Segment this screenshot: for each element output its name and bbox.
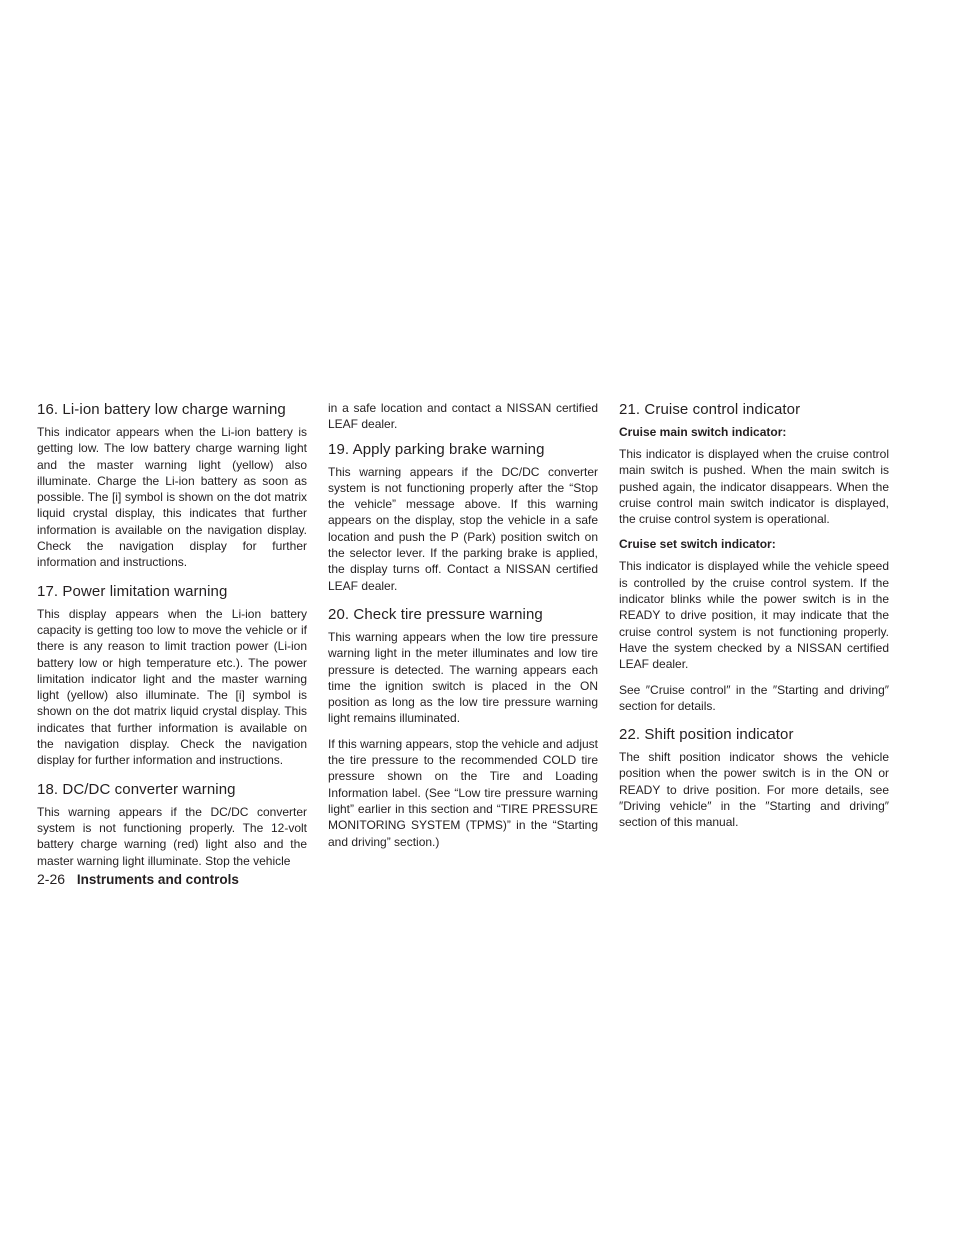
section-22 <box>619 725 889 830</box>
section-19 <box>328 440 598 594</box>
section-16-paragraph: This indicator appears when the Li-ion battery is getting low. The low battery charge warning light and the master warning light (yellow) also illuminate. Charge the Li-ion battery as soon as possible. The [i] symbol is shown on the dot matrix liquid crystal display, this indicates that further information is available on the navigation display. Check the navigation display for further information and instructions. <box>37 425 307 570</box>
section-16-heading: 16. Li-ion battery low charge warning <box>37 401 286 418</box>
section-20-paragraph-2: If this warning appears, stop the vehicle and adjust the tire pressure to the recommended COLD tire pressure shown on the Tire and Loading Information label. (See “Low tire pressure warning light” earlier in this section and “TIRE PRESSURE MONITORING SYSTEM (TPMS)” in the “Starting and driving” section.) <box>328 736 598 849</box>
section-20-paragraph-1: This warning appears when the low tire pressure warning light in the meter illuminates and low tire pressure is detected. The warning appears each time the ignition switch is placed in the ON position as long as the low tire pressure warning light remains illuminated. <box>328 629 598 726</box>
section-21-paragraph-1: This indicator is displayed when the cruise control main switch is pushed. When the main switch is pushed again, the indicator disappears. When the cruise control main switch indicator is displayed, the cruise control system is operational. <box>619 447 889 527</box>
section-16 <box>37 400 307 571</box>
section-18-paragraph: This warning appears if the DC/DC converter system is not functioning properly. The 12-volt battery charge warning (red) light also and the master warning light illuminate. Stop the vehicle <box>37 804 307 868</box>
section-19-paragraph: This warning appears if the DC/DC converter system is not functioning properly after the “Stop the vehicle” message above. If this warning appears on the display, stop the vehicle in a safe location and push the P (Park) position switch on the selector lever. If the parking brake is applied, the display turns off. Contact a NISSAN certified LEAF dealer. <box>328 464 598 593</box>
section-18 <box>37 780 307 869</box>
section-22-heading: 22. Shift position indicator <box>619 726 794 744</box>
cruise-set-switch-subheading: Cruise set switch indicator: <box>619 537 776 552</box>
section-21-paragraph-3: See ″Cruise control″ in the ″Starting and driving″ section for details. <box>619 682 889 713</box>
section-20 <box>328 605 598 850</box>
column-middle <box>328 400 598 859</box>
column-right <box>619 400 889 840</box>
section-18-heading: 18. DC/DC converter warning <box>37 780 236 798</box>
section-21-heading: 21. Cruise control indicator <box>619 401 801 418</box>
cruise-main-switch-subheading: Cruise main switch indicator: <box>619 425 787 439</box>
section-19-heading: 19. Apply parking brake warning <box>328 440 545 458</box>
section-21 <box>619 400 889 714</box>
page-footer <box>37 871 239 887</box>
section-17-heading: 17. Power limitation warning <box>37 582 228 600</box>
section-20-heading: 20. Check tire pressure warning <box>328 605 543 623</box>
section-17 <box>37 582 307 769</box>
section-17-paragraph: This display appears when the Li-ion battery capacity is getting too low to move the vehicle or if there is any reason to limit traction power (Li-ion battery low or high temperature etc.). The power limitation indicator light and the master warning light (yellow) also illuminate. The [i] symbol is shown on the dot matrix liquid crystal display. This indicates that further information is available on the navigation display. Check the navigation display for further information and instructions. <box>37 606 307 768</box>
section-18-continuation: in a safe location and contact a NISSAN certified LEAF dealer. <box>328 401 598 432</box>
column-left <box>37 400 307 878</box>
footer-section-title: Instruments and controls <box>76 872 239 887</box>
page-number: 2-26 <box>37 871 66 887</box>
section-22-paragraph: The shift position indicator shows the vehicle position when the power switch is in the ON or READY to drive position. For more details, see ″Driving vehicle″ in the ″Starting and driving″ section of this manual. <box>619 750 889 830</box>
section-21-paragraph-2: This indicator is displayed while the vehicle speed is controlled by the cruise control system. If the indicator blinks while the power switch is in the READY to drive position, it may indicate that the cruise control system is not functioning properly. Have the system checked by a NISSAN certified LEAF dealer. <box>619 559 889 672</box>
